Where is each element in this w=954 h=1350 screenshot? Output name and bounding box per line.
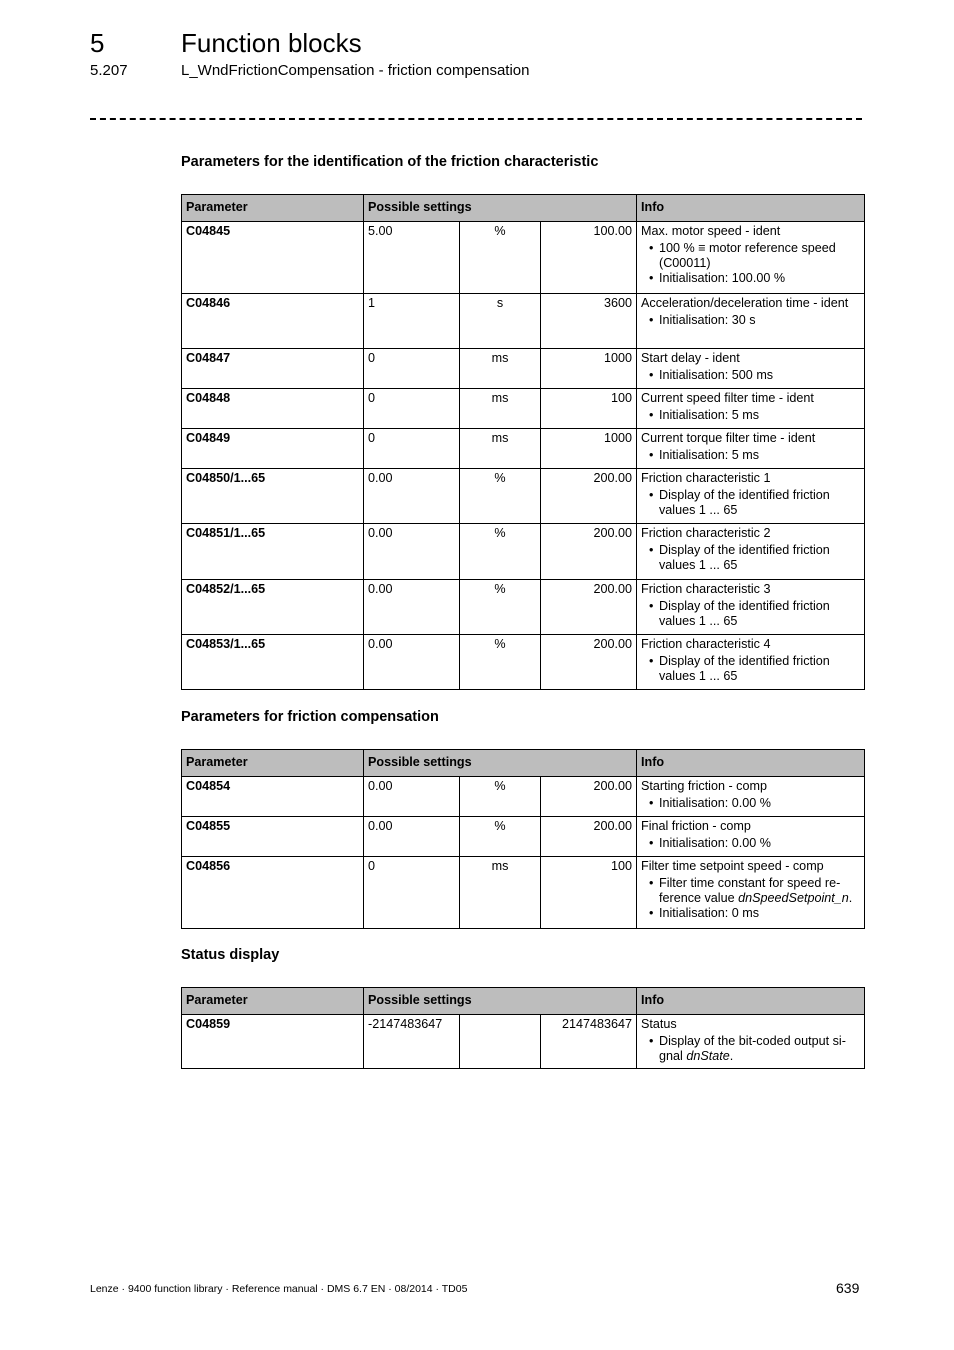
info-bullet: • Display of the identified friction values 1 ... 65 bbox=[641, 599, 860, 629]
parameter-code: C04846 bbox=[182, 294, 364, 349]
info-cell bbox=[637, 349, 865, 389]
info-cell bbox=[637, 635, 865, 690]
setting-min: 0.00 bbox=[364, 777, 460, 817]
setting-min: 5.00 bbox=[364, 222, 460, 294]
table-row bbox=[182, 635, 865, 690]
table-heading: Parameters for the identification of the friction characteristic bbox=[181, 154, 599, 170]
footer-text: Lenze · 9400 function library · Reference manual · DMS 6.7 EN · 08/2014 · TD05 bbox=[90, 1283, 468, 1295]
setting-max: 2147483647 bbox=[541, 1015, 637, 1069]
setting-min: 0 bbox=[364, 389, 460, 429]
column-header-possible-settings: Possible settings bbox=[364, 195, 637, 222]
info-cell bbox=[637, 469, 865, 524]
setting-min: 0.00 bbox=[364, 580, 460, 635]
info-title: Starting friction - comp bbox=[641, 779, 767, 793]
info-cell bbox=[637, 580, 865, 635]
parameter-code: C04856 bbox=[182, 857, 364, 929]
info-bullet-list bbox=[641, 543, 860, 573]
info-title: Filter time setpoint speed - comp bbox=[641, 859, 824, 873]
table-row bbox=[182, 817, 865, 857]
info-title: Friction characteristic 1 bbox=[641, 471, 771, 485]
info-bullet-list bbox=[641, 1034, 860, 1064]
column-header-info: Info bbox=[637, 988, 865, 1015]
info-title: Status bbox=[641, 1017, 677, 1031]
info-bullet: • Initialisation: 0 ms bbox=[641, 906, 860, 921]
parameter-code: C04855 bbox=[182, 817, 364, 857]
setting-unit: % bbox=[460, 817, 541, 857]
setting-max: 100 bbox=[541, 857, 637, 929]
info-title: Current speed filter time - ident bbox=[641, 391, 814, 405]
setting-max: 200.00 bbox=[541, 580, 637, 635]
table-row bbox=[182, 524, 865, 580]
info-title: Final friction - comp bbox=[641, 819, 751, 833]
info-bullet: • Initialisation: 5 ms bbox=[641, 408, 860, 423]
parameter-table bbox=[181, 749, 865, 929]
info-title: Friction characteristic 4 bbox=[641, 637, 771, 651]
setting-max: 100 bbox=[541, 389, 637, 429]
table-row bbox=[182, 580, 865, 635]
section-title: L_WndFrictionCompensation - friction compensation bbox=[181, 62, 530, 79]
setting-min: 0 bbox=[364, 349, 460, 389]
info-bullet: • Initialisation: 0.00 % bbox=[641, 796, 860, 811]
column-header-possible-settings: Possible settings bbox=[364, 750, 637, 777]
info-bullet: • Initialisation: 30 s bbox=[641, 313, 860, 328]
table-row bbox=[182, 294, 865, 349]
info-cell bbox=[637, 294, 865, 349]
info-title: Start delay - ident bbox=[641, 351, 740, 365]
setting-unit: ms bbox=[460, 857, 541, 929]
info-title: Friction characteristic 3 bbox=[641, 582, 771, 596]
setting-max: 3600 bbox=[541, 294, 637, 349]
parameter-code: C04849 bbox=[182, 429, 364, 469]
info-bullet-list bbox=[641, 654, 860, 684]
info-bullet: • Initialisation: 5 ms bbox=[641, 448, 860, 463]
info-bullet: • Filter time constant for speed re-ference value dnSpeedSetpoint_n. bbox=[641, 876, 860, 906]
table-heading: Parameters for friction compensation bbox=[181, 709, 439, 725]
setting-unit: ms bbox=[460, 349, 541, 389]
info-bullet-list bbox=[641, 488, 860, 518]
info-bullet: • Display of the bit-coded output si-gnal dnState. bbox=[641, 1034, 860, 1064]
info-cell bbox=[637, 524, 865, 580]
table-header-row bbox=[182, 750, 865, 777]
setting-min: 0.00 bbox=[364, 817, 460, 857]
setting-unit: % bbox=[460, 777, 541, 817]
setting-unit: % bbox=[460, 524, 541, 580]
setting-unit bbox=[460, 1015, 541, 1069]
parameter-code: C04850/1...65 bbox=[182, 469, 364, 524]
info-cell bbox=[637, 777, 865, 817]
info-bullet: • 100 % ≡ motor reference speed (C00011) bbox=[641, 241, 860, 271]
parameter-table bbox=[181, 987, 865, 1069]
setting-unit: % bbox=[460, 222, 541, 294]
setting-min: 0.00 bbox=[364, 635, 460, 690]
parameter-code: C04848 bbox=[182, 389, 364, 429]
table-row bbox=[182, 777, 865, 817]
table-row bbox=[182, 222, 865, 294]
column-header-possible-settings: Possible settings bbox=[364, 988, 637, 1015]
info-bullet: • Initialisation: 500 ms bbox=[641, 368, 860, 383]
info-bullet: • Initialisation: 0.00 % bbox=[641, 836, 860, 851]
info-cell bbox=[637, 429, 865, 469]
setting-max: 100.00 bbox=[541, 222, 637, 294]
info-cell bbox=[637, 1015, 865, 1069]
table-row bbox=[182, 469, 865, 524]
table-row bbox=[182, 857, 865, 929]
column-header-parameter: Parameter bbox=[182, 195, 364, 222]
info-bullet-list bbox=[641, 408, 860, 423]
info-bullet: • Display of the identified friction values 1 ... 65 bbox=[641, 543, 860, 573]
info-cell bbox=[637, 222, 865, 294]
table-row bbox=[182, 429, 865, 469]
setting-min: 0.00 bbox=[364, 524, 460, 580]
info-bullet-list bbox=[641, 836, 860, 851]
parameter-code: C04847 bbox=[182, 349, 364, 389]
parameter-code: C04859 bbox=[182, 1015, 364, 1069]
setting-unit: ms bbox=[460, 429, 541, 469]
setting-max: 200.00 bbox=[541, 777, 637, 817]
info-title: Friction characteristic 2 bbox=[641, 526, 771, 540]
table-row bbox=[182, 389, 865, 429]
setting-min: 1 bbox=[364, 294, 460, 349]
setting-unit: s bbox=[460, 294, 541, 349]
column-header-info: Info bbox=[637, 195, 865, 222]
info-bullet: • Display of the identified friction values 1 ... 65 bbox=[641, 488, 860, 518]
table-heading: Status display bbox=[181, 947, 280, 963]
info-title: Max. motor speed - ident bbox=[641, 224, 781, 238]
setting-min: 0 bbox=[364, 429, 460, 469]
setting-unit: % bbox=[460, 580, 541, 635]
parameter-code: C04853/1...65 bbox=[182, 635, 364, 690]
parameter-code: C04845 bbox=[182, 222, 364, 294]
table-header-row bbox=[182, 195, 865, 222]
section-number: 5.207 bbox=[90, 62, 128, 79]
info-cell bbox=[637, 389, 865, 429]
setting-max: 200.00 bbox=[541, 635, 637, 690]
info-bullet-list bbox=[641, 368, 860, 383]
info-bullet-list bbox=[641, 599, 860, 629]
setting-max: 1000 bbox=[541, 349, 637, 389]
setting-min: 0.00 bbox=[364, 469, 460, 524]
table-header-row bbox=[182, 988, 865, 1015]
header-divider bbox=[90, 118, 862, 120]
column-header-parameter: Parameter bbox=[182, 750, 364, 777]
column-header-parameter: Parameter bbox=[182, 988, 364, 1015]
setting-max: 200.00 bbox=[541, 524, 637, 580]
column-header-info: Info bbox=[637, 750, 865, 777]
setting-unit: % bbox=[460, 635, 541, 690]
info-bullet-list bbox=[641, 796, 860, 811]
chapter-number: 5 bbox=[90, 28, 105, 58]
info-title: Current torque filter time - ident bbox=[641, 431, 816, 445]
parameter-code: C04851/1...65 bbox=[182, 524, 364, 580]
info-bullet-list bbox=[641, 313, 860, 328]
table-row bbox=[182, 349, 865, 389]
parameter-code: C04852/1...65 bbox=[182, 580, 364, 635]
info-cell bbox=[637, 857, 865, 929]
chapter-title: Function blocks bbox=[181, 28, 362, 58]
info-bullet-list bbox=[641, 876, 860, 921]
info-bullet: • Display of the identified friction values 1 ... 65 bbox=[641, 654, 860, 684]
setting-max: 200.00 bbox=[541, 817, 637, 857]
setting-min: 0 bbox=[364, 857, 460, 929]
info-title: Acceleration/deceleration time - ident bbox=[641, 296, 849, 310]
table-row bbox=[182, 1015, 865, 1069]
setting-unit: ms bbox=[460, 389, 541, 429]
info-bullet: • Initialisation: 100.00 % bbox=[641, 271, 860, 286]
info-cell bbox=[637, 817, 865, 857]
parameter-code: C04854 bbox=[182, 777, 364, 817]
setting-max: 200.00 bbox=[541, 469, 637, 524]
setting-unit: % bbox=[460, 469, 541, 524]
info-bullet-list bbox=[641, 241, 860, 286]
setting-max: 1000 bbox=[541, 429, 637, 469]
setting-min: -2147483647 bbox=[364, 1015, 460, 1069]
parameter-table bbox=[181, 194, 865, 690]
info-bullet-list bbox=[641, 448, 860, 463]
page-number: 639 bbox=[836, 1280, 860, 1296]
